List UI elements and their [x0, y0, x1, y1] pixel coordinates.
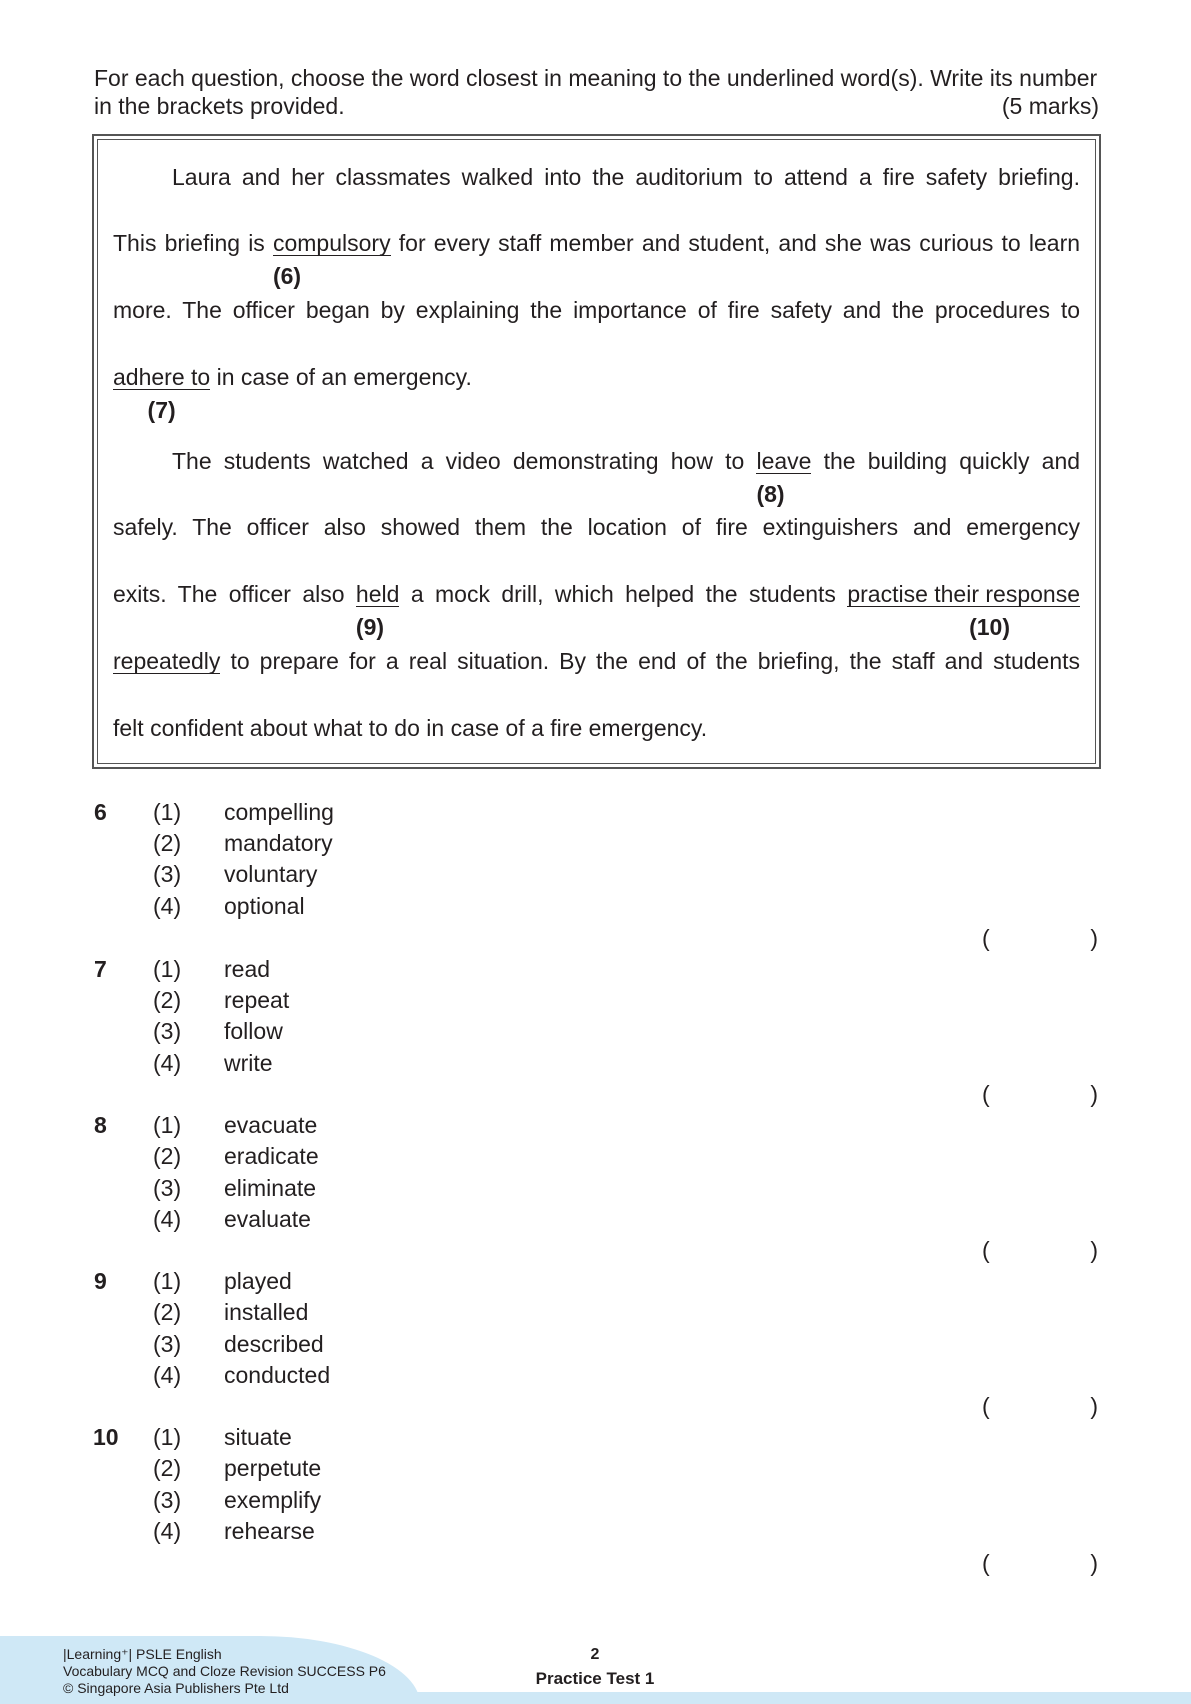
- option-number: (2): [153, 1143, 182, 1169]
- blank-number-8: (8): [756, 481, 785, 507]
- option-text: rehearse: [224, 1518, 315, 1544]
- option-text: eliminate: [224, 1175, 317, 1201]
- close-bracket: ): [1090, 925, 1098, 951]
- option-number: (2): [153, 987, 182, 1013]
- question-number: 10: [93, 1424, 119, 1450]
- option-text: played: [224, 1268, 292, 1294]
- passage-text: the building quickly and: [823, 448, 1081, 474]
- option-number: (4): [153, 1362, 182, 1388]
- option-number: (1): [153, 1112, 182, 1138]
- option-number: (1): [153, 799, 182, 825]
- option-number: (3): [153, 861, 182, 887]
- option-number: (2): [153, 1455, 182, 1481]
- passage-line-9: felt confident about what to do in case of a fire emergency.: [113, 715, 708, 741]
- open-bracket: (: [982, 925, 990, 951]
- open-bracket: (: [982, 1081, 990, 1107]
- instruction-line-2: [94, 92, 1099, 120]
- underlined-text: compulsory: [272, 230, 391, 256]
- underlined-text: adhere to: [113, 364, 211, 390]
- open-bracket: (: [982, 1393, 990, 1419]
- option-text: voluntary: [224, 861, 318, 887]
- footer-series: |Learning⁺| PSLE English: [63, 1646, 222, 1662]
- option-number: (3): [153, 1018, 182, 1044]
- underlined-word-9: [355, 581, 400, 640]
- passage-line-5: [172, 447, 1081, 507]
- option-number: (4): [153, 1050, 182, 1076]
- option-number: (4): [153, 1206, 182, 1232]
- option-text: write: [224, 1050, 273, 1076]
- option-text: perpetute: [224, 1455, 322, 1481]
- option-text: installed: [224, 1299, 309, 1325]
- option-number: (1): [153, 956, 182, 982]
- instruction-text: in the brackets provided.: [94, 93, 345, 119]
- option-text: optional: [224, 893, 305, 919]
- option-text: read: [224, 956, 271, 982]
- underlined-word-7: [113, 364, 211, 423]
- option-number: (2): [153, 830, 182, 856]
- footer-book-title: Vocabulary MCQ and Cloze Revision SUCCESS P6: [63, 1663, 386, 1679]
- close-bracket: ): [1090, 1081, 1098, 1107]
- passage-line-6: safely. The officer also showed them the location of fire extinguishers and emergency: [113, 514, 1080, 540]
- option-text: conducted: [224, 1362, 331, 1388]
- footer-publisher: © Singapore Asia Publishers Pte Ltd: [63, 1680, 289, 1696]
- option-number: (4): [153, 1518, 182, 1544]
- blank-number-7: (7): [147, 397, 176, 423]
- passage-line-4: [113, 363, 1080, 423]
- passage-line-3: more. The officer began by explaining the importance of fire safety and the procedures to: [113, 297, 1080, 323]
- option-text: mandatory: [224, 830, 333, 856]
- passage-line-8: [113, 647, 1080, 675]
- blank-number-6: (6): [272, 263, 302, 289]
- option-text: compelling: [224, 799, 334, 825]
- passage-text: in case of an emergency.: [216, 364, 472, 390]
- passage-line-2: [113, 229, 1081, 289]
- option-text: described: [224, 1331, 324, 1357]
- option-text: evaluate: [224, 1206, 311, 1232]
- option-text: eradicate: [224, 1143, 319, 1169]
- passage-text: for every staff member and student, and she was curious to learn: [398, 230, 1081, 256]
- underlined-phrase-10: [847, 581, 1081, 640]
- underlined-word-8: [756, 448, 812, 507]
- option-text: evacuate: [224, 1112, 318, 1138]
- passage-text: a mock drill, which helped the students: [410, 581, 836, 607]
- instruction-line-1: For each question, choose the word closest in meaning to the underlined word(s). Write its number: [94, 65, 1098, 91]
- option-number: (3): [153, 1487, 182, 1513]
- option-number: (2): [153, 1299, 182, 1325]
- underlined-text: held: [355, 581, 400, 607]
- passage-text: The students watched a video demonstrating how to: [172, 448, 745, 474]
- blank-number-9: (9): [355, 614, 385, 640]
- passage-line-1: Laura and her classmates walked into the auditorium to attend a fire safety briefing.: [172, 164, 1080, 190]
- underlined-text: practise their response: [847, 581, 1081, 607]
- option-text: situate: [224, 1424, 292, 1450]
- underlined-text: repeatedly: [113, 648, 221, 674]
- option-text: exemplify: [224, 1487, 322, 1513]
- option-number: (3): [153, 1175, 182, 1201]
- option-number: (1): [153, 1424, 182, 1450]
- option-text: follow: [224, 1018, 283, 1044]
- passage-text: This briefing is: [113, 230, 265, 256]
- question-number: 8: [94, 1112, 107, 1138]
- option-text: repeat: [224, 987, 290, 1013]
- marks-label: (5 marks): [1001, 93, 1099, 119]
- underlined-word-6: [272, 230, 391, 289]
- question-number: 7: [94, 956, 107, 982]
- question-number: 9: [94, 1268, 107, 1294]
- option-number: (4): [153, 893, 182, 919]
- test-title: Practice Test 1: [535, 1669, 655, 1688]
- page-number: 2: [590, 1646, 600, 1663]
- option-number: (3): [153, 1331, 182, 1357]
- option-number: (1): [153, 1268, 182, 1294]
- underlined-text: leave: [756, 448, 812, 474]
- underlined-phrase-10-continued: [113, 649, 220, 674]
- open-bracket: (: [982, 1550, 990, 1576]
- passage-text: to prepare for a real situation. By the end of the briefing, the staff and students: [230, 648, 1081, 674]
- close-bracket: ): [1090, 1550, 1098, 1576]
- close-bracket: ): [1090, 1393, 1098, 1419]
- question-number: 6: [94, 799, 107, 825]
- passage-text: exits. The officer also: [113, 581, 345, 607]
- close-bracket: ): [1090, 1237, 1098, 1263]
- blank-number-10: (10): [969, 614, 1011, 640]
- passage-line-7: [113, 580, 1081, 640]
- open-bracket: (: [982, 1237, 990, 1263]
